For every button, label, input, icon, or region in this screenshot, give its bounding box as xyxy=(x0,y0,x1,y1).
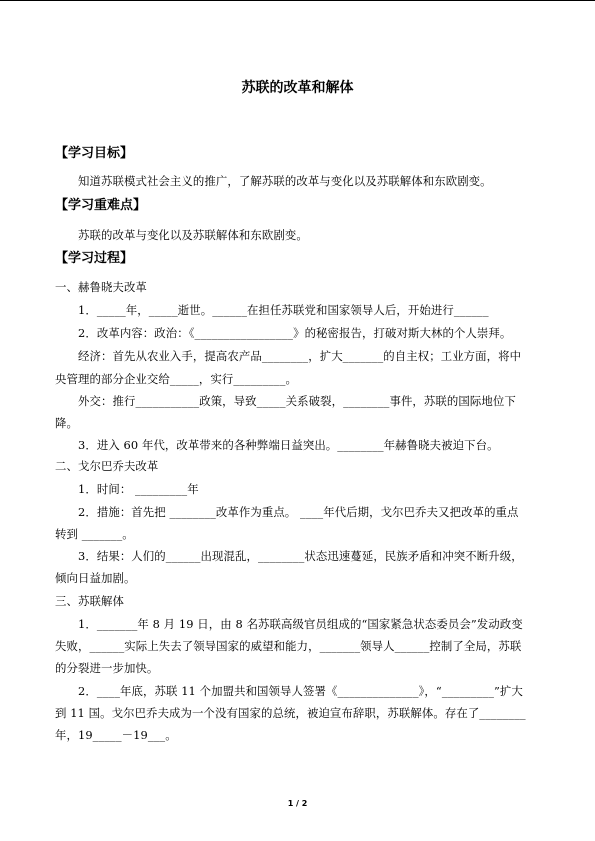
section3-q2-line1: 2．____年底，苏联 11 个加盟共和国领导人签署《______________》，“_________”扩大 xyxy=(78,684,523,698)
section1-economy-line1: 经济：首先从农业入手，提高农产品________，扩大_______的自主权；工业方面，将中 xyxy=(78,349,522,363)
section1-economy-line2: 央管理的部分企业交给_____，实行_________。 xyxy=(55,372,298,386)
page-number: 1 / 2 xyxy=(287,799,308,808)
section1-diplomacy-line1: 外交：推行___________政策，导致_____关系破裂，________事件，苏联的国际地位下 xyxy=(78,394,516,408)
section1-diplomacy-line2: 降。 xyxy=(55,416,78,430)
section3-heading: 三、苏联解体 xyxy=(55,594,124,608)
key-points-text: 苏联的改革与变化以及苏联解体和东欧剧变。 xyxy=(78,228,308,242)
section2-q3-line1: 3．结果：人们的______出现混乱，________状态迅速蔓延，民族矛盾和冲突不断升级， xyxy=(78,549,523,563)
section1-heading: 一、赫鲁晓夫改革 xyxy=(55,280,147,294)
section3-q1-line3: 的分裂进一步加快。 xyxy=(55,661,159,675)
section2-q2-line2: 转到 _______。 xyxy=(55,527,134,541)
section1-q1: 1．_____年，_____逝世。______在担任苏联党和国家领导人后，开始进行______ xyxy=(78,303,489,317)
section2-q1: 1．时间： _________年 xyxy=(78,482,199,496)
objectives-text: 知道苏联模式社会主义的推广，了解苏联的改革与变化以及苏联解体和东欧剧变。 xyxy=(78,174,492,188)
section2-heading: 二、戈尔巴乔夫改革 xyxy=(55,459,159,473)
section1-q3: 3．进入 60 年代，改革带来的各种弊端日益突出。________年赫鲁晓夫被迫下台。 xyxy=(78,438,499,452)
section1-q2: 2．改革内容：政治：《_________________》的秘密报告，打破对斯大林的个人崇拜。 xyxy=(78,326,512,340)
heading-key-points: 【学习重难点】 xyxy=(55,198,147,213)
section3-q2-line2: 到 11 国。戈尔巴乔夫成为一个没有国家的总统，被迫宣布辞职，苏联解体。存在了________ xyxy=(55,706,526,720)
section3-q1-line1: 1．_______年 8 月 19 日，由 8 名苏联高级官员组成的“国家紧急状态委员会”发动政变 xyxy=(78,617,523,631)
page-title: 苏联的改革和解体 xyxy=(241,80,354,96)
heading-process: 【学习过程】 xyxy=(55,251,134,266)
section2-q2-line1: 2．措施：首先把 ________改革作为重点。 ____年代后期，戈尔巴乔夫又把改革的重点 xyxy=(78,505,519,519)
section2-q3-line2: 倾向日益加剧。 xyxy=(55,571,136,585)
section3-q2-line3: 年，19_____－19___。 xyxy=(55,728,177,742)
section3-q1-line2: 失败，______实际上失去了领导国家的威望和能力，_______领导人______控制了全局，苏联 xyxy=(55,639,522,653)
heading-objectives: 【学习目标】 xyxy=(55,146,134,161)
